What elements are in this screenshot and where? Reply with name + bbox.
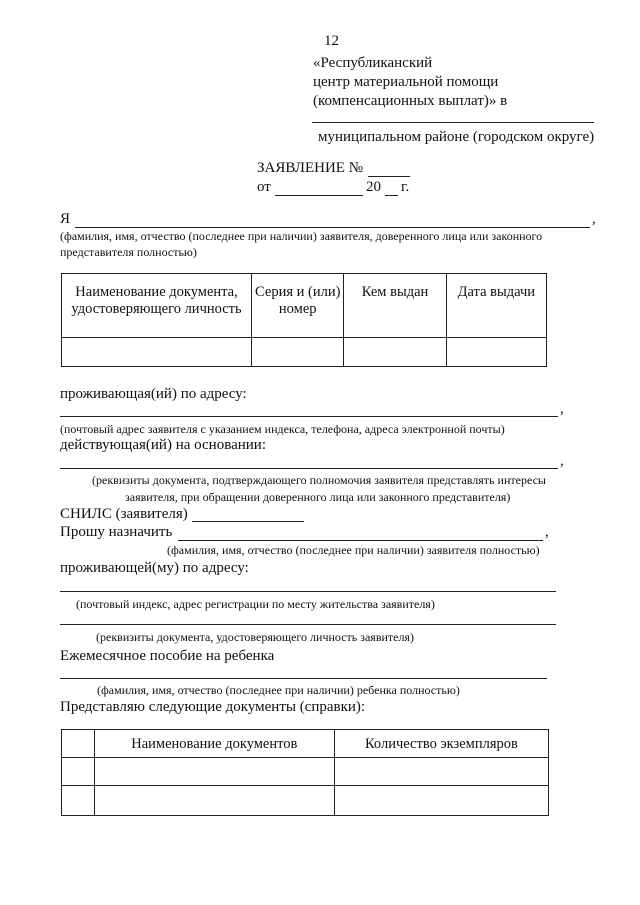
documents-label: Представляю следующие документы (справки): (60, 699, 366, 715)
child-name-field[interactable] (60, 678, 547, 679)
addressee-line-4: муниципальном районе (городском округе) (318, 129, 595, 145)
documents-header-index (62, 730, 95, 758)
residence2-label: проживающей(му) по адресу: (60, 560, 249, 576)
documents-table-header-row (62, 730, 549, 758)
snils-field[interactable] (192, 521, 304, 522)
id-table-header-issued-by: Кем выдан (344, 274, 446, 338)
year-prefix: 20 (366, 179, 381, 195)
documents-cell-count[interactable] (334, 786, 548, 816)
application-title: ЗАЯВЛЕНИЕ № (257, 160, 364, 176)
documents-header-count: Количество экземпляров (334, 730, 548, 758)
id-table-cell-issued-by[interactable] (344, 338, 446, 367)
basis-label: действующая(ий) на основании: (60, 437, 266, 453)
id-table-header-row (62, 274, 547, 338)
documents-cell-name[interactable] (94, 786, 334, 816)
applicant-label: Я (60, 211, 71, 227)
snils-label: СНИЛС (заявителя) (60, 506, 188, 522)
documents-cell-index[interactable] (62, 786, 95, 816)
assign-label: Прошу назначить (60, 524, 173, 540)
table-row (62, 786, 549, 816)
documents-table (61, 729, 549, 816)
applicant-hint-2: представителя полностью) (60, 245, 197, 259)
assign-trailing-comma: , (545, 524, 549, 540)
basis-hint-2: заявителя, при обращении доверенного лица или законного представителя) (125, 490, 511, 504)
documents-cell-name[interactable] (94, 758, 334, 786)
date-field[interactable] (275, 195, 363, 196)
addressee-line-2: центр материальной помощи (313, 74, 499, 90)
applicant-hint-1: (фамилия, имя, отчество (последнее при наличии) заявителя, доверенного лица или законного (60, 229, 543, 243)
basis-field[interactable] (60, 468, 558, 469)
id-table-cell-name[interactable] (62, 338, 252, 367)
benefit-hint: (фамилия, имя, отчество (последнее при наличии) ребенка полностью) (97, 683, 460, 697)
residence-label: проживающая(ий) по адресу: (60, 386, 247, 402)
residence-trailing-comma: , (560, 401, 564, 417)
application-number-field[interactable] (368, 176, 410, 177)
residence-field[interactable] (60, 416, 558, 417)
benefit-label: Ежемесячное пособие на ребенка (60, 648, 275, 664)
basis-hint-1: (реквизиты документа, подтверждающего полномочия заявителя представлять интересы (92, 473, 546, 487)
residence-hint: (почтовый адрес заявителя с указанием индекса, телефона, адреса электронной почты) (60, 422, 505, 436)
basis-trailing-comma: , (560, 453, 564, 469)
documents-header-name: Наименование документов (94, 730, 334, 758)
residence2-id-field[interactable] (60, 624, 556, 625)
table-row (62, 338, 547, 367)
addressee-line-3: (компенсационных выплат)» в (313, 93, 508, 109)
residence2-hint-2: (реквизиты документа, удостоверяющего личность заявителя) (96, 630, 414, 644)
addressee-fill-line[interactable] (312, 122, 594, 123)
year-suffix: г. (401, 179, 410, 195)
id-document-table (61, 273, 547, 367)
id-table-cell-series[interactable] (252, 338, 344, 367)
id-table-header-issue-date: Дата выдачи (446, 274, 546, 338)
applicant-name-field[interactable] (75, 227, 590, 228)
table-row (62, 758, 549, 786)
residence2-address-field[interactable] (60, 591, 556, 592)
page-number: 12 (324, 33, 339, 49)
residence2-hint-1: (почтовый индекс, адрес регистрации по месту жительства заявителя) (76, 597, 435, 611)
id-table-cell-issue-date[interactable] (446, 338, 546, 367)
id-table-header-name: Наименование документа, удостоверяющего личность (62, 274, 252, 338)
applicant-trailing-comma: , (592, 211, 596, 227)
assign-name-field[interactable] (178, 540, 543, 541)
id-table-header-series: Серия и (или) номер (252, 274, 344, 338)
documents-cell-index[interactable] (62, 758, 95, 786)
addressee-line-1: «Республиканский (313, 55, 433, 71)
year-field[interactable] (385, 195, 398, 196)
assign-hint: (фамилия, имя, отчество (последнее при наличии) заявителя полностью) (167, 543, 540, 557)
documents-cell-count[interactable] (334, 758, 548, 786)
date-prefix: от (257, 179, 271, 195)
